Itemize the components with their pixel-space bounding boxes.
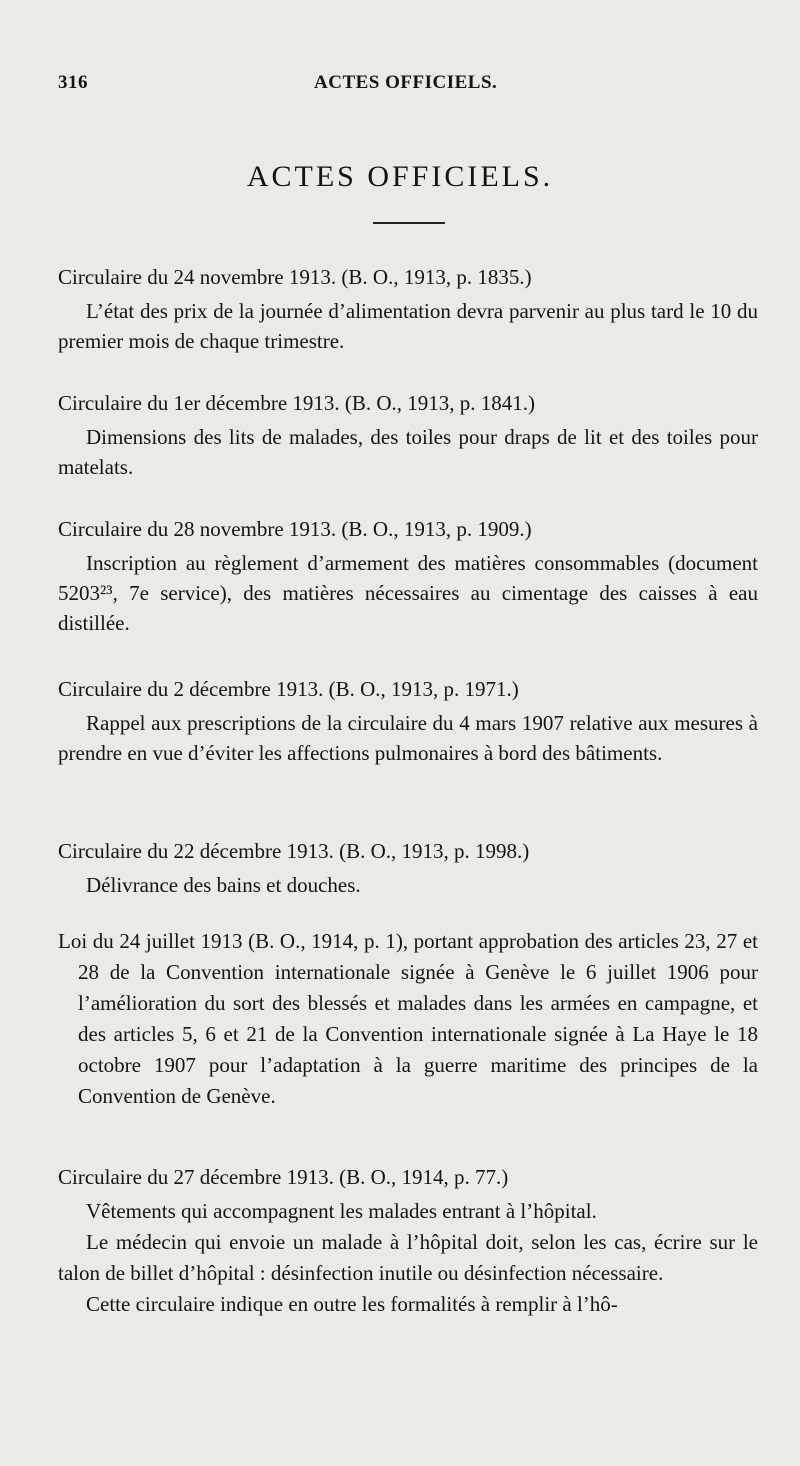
entry-circular-24-nov: [58, 262, 758, 356]
entry-body: Inscription au règlement d’armement des matières consommables (document 5203²³, 7e service), des matières nécessaires au cimentage des caisses à eau distillée.: [58, 551, 758, 635]
entry-circular-27-dec: [58, 1162, 758, 1320]
page-title: ACTES OFFICIELS.: [246, 160, 554, 193]
running-head: [58, 72, 760, 102]
entry-loi-24-juillet: [58, 926, 758, 1112]
entry-body: Dimensions des lits de malades, des toiles pour draps de lit et des toiles pour matelats.: [58, 425, 758, 479]
entry-body: L’état des prix de la journée d’alimentation devra parvenir au plus tard le 10 du premier mois de chaque trimestre.: [58, 299, 758, 353]
entry-heading: Circulaire du 1er décembre 1913. (B. O., 1913, p. 1841.): [58, 391, 536, 415]
entry-body-3: Cette circulaire indique en outre les formalités à remplir à l’hô-: [86, 1292, 618, 1316]
entry-circular-2-dec: [58, 674, 758, 768]
entry-body-2: Le médecin qui envoie un malade à l’hôpital doit, selon les cas, écrire sur le talon de billet d’hôpital : désinfection inutile ou désinfection nécessaire.: [58, 1230, 758, 1285]
entry-heading: Circulaire du 28 novembre 1913. (B. O., 1913, p. 1909.): [58, 517, 532, 541]
entry-body: Rappel aux prescriptions de la circulaire du 4 mars 1907 relative aux mesures à prendre en vue d’éviter les affections pulmonaires à bord des bâtiments.: [58, 711, 758, 765]
entry-heading: Circulaire du 22 décembre 1913. (B. O., 1913, p. 1998.): [58, 839, 530, 863]
title-rule: [373, 222, 445, 224]
entry-circular-22-dec: [58, 836, 758, 900]
entry-heading: Circulaire du 24 novembre 1913. (B. O., 1913, p. 1835.): [58, 265, 532, 289]
page-number: 316: [58, 72, 88, 93]
running-title: ACTES OFFICIELS.: [314, 72, 498, 93]
entry-circular-28-nov: [58, 514, 758, 638]
entry-heading: Circulaire du 2 décembre 1913. (B. O., 1913, p. 1971.): [58, 677, 519, 701]
entry-heading: Circulaire du 27 décembre 1913. (B. O., 1914, p. 77.): [58, 1165, 509, 1189]
entry-heading: Loi du 24 juillet 1913 (B. O., 1914, p. 1), portant approbation des articles 23, 27 et 28 de la Convention internationale signée à Genève le 6 juillet 1906 pour l’amélioration du sort des blessés et malades dans les armées en campagne, et des articles 5, 6 et 21 de la Convention internationale signée à La Haye le 18 octobre 1907 pour l’adaptation à la guerre maritime des principes de la Convention de Genève.: [58, 929, 758, 1108]
entry-body: Vêtements qui accompagnent les malades entrant à l’hôpital.: [86, 1199, 597, 1223]
entry-body: Délivrance des bains et douches.: [86, 873, 361, 897]
entry-circular-1-dec: [58, 388, 758, 482]
